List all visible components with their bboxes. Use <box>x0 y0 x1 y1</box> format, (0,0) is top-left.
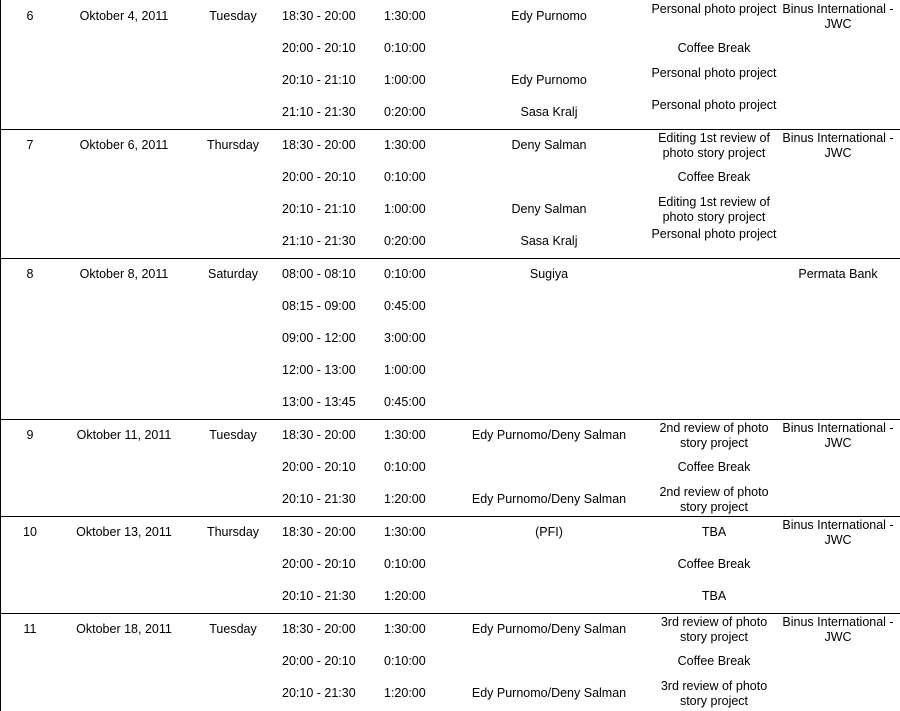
topic-cell: Coffee Break <box>677 460 751 474</box>
time-range: 20:00 - 20:10 <box>282 41 356 55</box>
topic-cell: 2nd review of photo story project <box>659 485 769 514</box>
time-range: 12:00 - 13:00 <box>282 363 356 377</box>
session-date: Oktober 18, 2011 <box>76 622 172 636</box>
speaker-name: Sugiya <box>529 267 569 281</box>
session-number: 9 <box>26 428 34 442</box>
session-number: 8 <box>26 267 34 281</box>
topic-cell: Editing 1st review of photo story project <box>658 195 770 224</box>
session-date: Oktober 6, 2011 <box>79 138 169 152</box>
session-date: Oktober 4, 2011 <box>79 9 169 23</box>
time-range: 21:10 - 21:30 <box>282 234 356 248</box>
time-range: 20:10 - 21:10 <box>282 73 356 87</box>
session-location: Binus International - JWC <box>782 2 894 31</box>
time-range: 18:30 - 20:00 <box>282 9 356 23</box>
session-number: 6 <box>26 9 34 23</box>
session-location: Binus International - JWC <box>782 131 894 160</box>
time-range: 20:10 - 21:30 <box>282 492 356 506</box>
duration: 1:30:00 <box>384 138 426 152</box>
duration: 0:20:00 <box>384 234 426 248</box>
topic-cell: Personal photo project <box>651 2 777 16</box>
duration: 1:30:00 <box>384 9 426 23</box>
duration: 0:10:00 <box>384 170 426 184</box>
topic-cell: Coffee Break <box>677 557 751 571</box>
speaker-name: Edy Purnomo/Deny Salman <box>471 492 627 506</box>
session-day: Thursday <box>206 138 260 152</box>
duration: 0:20:00 <box>384 105 426 119</box>
duration: 1:30:00 <box>384 525 426 539</box>
topic-cell: Editing 1st review of photo story project <box>658 131 770 160</box>
topic-cell: Personal photo project <box>651 227 777 241</box>
topic-cell: Personal photo project <box>651 66 777 80</box>
topic-cell: Coffee Break <box>677 170 751 184</box>
session-date: Oktober 13, 2011 <box>76 525 172 539</box>
time-range: 08:15 - 09:00 <box>282 299 356 313</box>
session-location: Permata Bank <box>798 267 878 281</box>
speaker-name: Edy Purnomo <box>511 9 587 23</box>
session-location: Binus International - JWC <box>782 518 894 547</box>
time-range: 20:00 - 20:10 <box>282 654 356 668</box>
topic-cell: 3rd review of photo story project <box>660 615 768 644</box>
duration: 0:10:00 <box>384 654 426 668</box>
time-range: 20:10 - 21:30 <box>282 686 356 700</box>
session-divider <box>0 613 900 614</box>
time-range: 20:00 - 20:10 <box>282 170 356 184</box>
speaker-name: Edy Purnomo <box>511 73 587 87</box>
session-day: Saturday <box>207 267 259 281</box>
session-day: Tuesday <box>209 428 257 442</box>
time-range: 18:30 - 20:00 <box>282 138 356 152</box>
time-range: 20:00 - 20:10 <box>282 557 356 571</box>
time-range: 18:30 - 20:00 <box>282 525 356 539</box>
duration: 0:10:00 <box>384 557 426 571</box>
duration: 0:10:00 <box>384 267 426 281</box>
speaker-name: Deny Salman <box>511 138 587 152</box>
topic-cell: TBA <box>701 589 727 603</box>
duration: 0:10:00 <box>384 41 426 55</box>
topic-cell: TBA <box>701 525 727 539</box>
speaker-name: Edy Purnomo/Deny Salman <box>471 686 627 700</box>
session-day: Thursday <box>206 525 260 539</box>
speaker-name: (PFI) <box>535 525 563 539</box>
session-number: 10 <box>23 525 37 539</box>
duration: 1:30:00 <box>384 428 426 442</box>
topic-cell: Coffee Break <box>677 654 751 668</box>
time-range: 09:00 - 12:00 <box>282 331 356 345</box>
speaker-name: Edy Purnomo/Deny Salman <box>471 622 627 636</box>
left-border <box>0 0 1 711</box>
time-range: 08:00 - 08:10 <box>282 267 356 281</box>
time-range: 20:10 - 21:10 <box>282 202 356 216</box>
duration: 1:00:00 <box>384 363 426 377</box>
session-location: Binus International - JWC <box>782 615 894 644</box>
speaker-name: Sasa Kralj <box>520 234 578 248</box>
speaker-name: Sasa Kralj <box>520 105 578 119</box>
session-divider <box>0 419 900 420</box>
topic-cell: 2nd review of photo story project <box>659 421 769 450</box>
duration: 3:00:00 <box>384 331 426 345</box>
speaker-name: Edy Purnomo/Deny Salman <box>471 428 627 442</box>
session-divider <box>0 516 900 517</box>
session-date: Oktober 11, 2011 <box>76 428 172 442</box>
session-divider <box>0 258 900 259</box>
session-location: Binus International - JWC <box>782 421 894 450</box>
duration: 0:10:00 <box>384 460 426 474</box>
duration: 1:00:00 <box>384 202 426 216</box>
time-range: 18:30 - 20:00 <box>282 428 356 442</box>
time-range: 20:10 - 21:30 <box>282 589 356 603</box>
duration: 1:30:00 <box>384 622 426 636</box>
topic-cell: 3rd review of photo story project <box>660 679 768 708</box>
duration: 1:20:00 <box>384 589 426 603</box>
duration: 1:00:00 <box>384 73 426 87</box>
session-date: Oktober 8, 2011 <box>79 267 169 281</box>
speaker-name: Deny Salman <box>511 202 587 216</box>
time-range: 20:00 - 20:10 <box>282 460 356 474</box>
duration: 0:45:00 <box>384 395 426 409</box>
duration: 1:20:00 <box>384 686 426 700</box>
session-number: 11 <box>23 622 37 636</box>
topic-cell: Personal photo project <box>651 98 777 112</box>
duration: 0:45:00 <box>384 299 426 313</box>
duration: 1:20:00 <box>384 492 426 506</box>
session-day: Tuesday <box>209 622 257 636</box>
topic-cell: Coffee Break <box>677 41 751 55</box>
session-day: Tuesday <box>209 9 257 23</box>
time-range: 21:10 - 21:30 <box>282 105 356 119</box>
session-number: 7 <box>26 138 34 152</box>
time-range: 18:30 - 20:00 <box>282 622 356 636</box>
time-range: 13:00 - 13:45 <box>282 395 356 409</box>
session-divider <box>0 129 900 130</box>
